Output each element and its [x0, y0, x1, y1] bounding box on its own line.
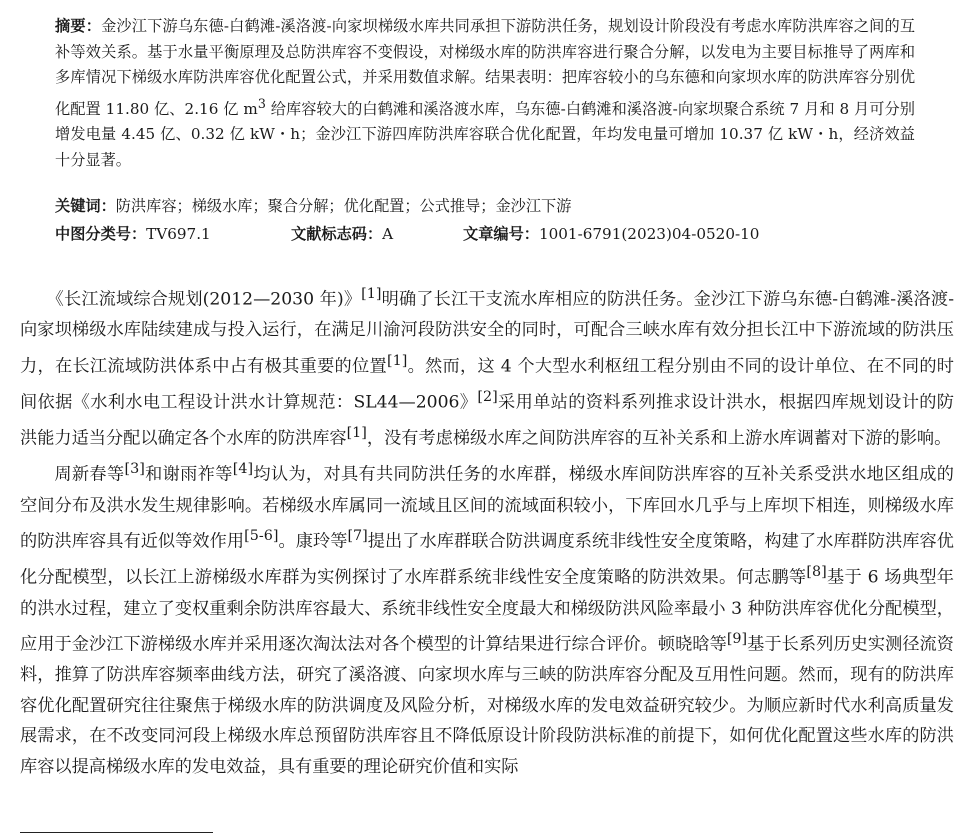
body-text	[20, 279, 954, 782]
keywords	[55, 193, 915, 219]
article-value: 1001-6791(2023)04-0520-10	[538, 225, 760, 243]
citation[interactable]: [1]	[386, 352, 408, 369]
citation[interactable]: [5-6]	[244, 528, 279, 545]
footnote-divider	[20, 832, 213, 833]
article-number	[463, 221, 759, 247]
p1-text-d: 采用单站的资料系列推求设计洪水，根据四库规划设计的防洪能力适当分配以确定各个水库的防洪库容	[20, 392, 954, 449]
citation[interactable]: [7]	[347, 528, 368, 545]
p1-text-b: 明确了长江干支流水库相应的防洪任务。金沙江下游乌东德-白鹤滩-溪洛渡-向家坝梯级水库陆续建成与投入运行，在满足川渝河段防洪安全的同时，可配合三峡水库有效分担长江中下游流域的防洪压力，在长江流域防洪体系中占有极其重要的位置	[20, 289, 954, 377]
abstract-text-1: 金沙江下游乌东德-白鹤滩-溪洛渡-向家坝梯级水库共同承担下游防洪任务，规划设计阶段没有考虑水库防洪库容之间的互补等效关系。基于水量平衡原理及总防洪库容不变假设，对梯级水库的防洪库容进行聚合分解，以发电为主要目标推导了两库和多库情况下梯级水库防洪库容优化配置公式，并采用数值求解。结果表明：把库容较小的乌东德和向家坝水库的防洪库容分别优化配置 11.80 亿、2.16 亿 m	[55, 17, 916, 118]
doc-value: A	[382, 225, 394, 243]
citation[interactable]: [8]	[806, 564, 827, 581]
p2-text-g: 基于长系列历史实测径流资料，推算了防洪库容频率曲线方法，研究了溪洛渡、向家坝水库与三峡的防洪库容分配及互用性问题。然而，现有的防洪库容优化配置研究往往聚焦于梯级水库的防洪调度及风险分析，对梯级水库的发电效益研究较少。为顺应新时代水利高质量发展需求，在不改变同河段上梯级水库总预留防洪库容且不降低原设计阶段防洪标准的前提下，如何优化配置这些水库的防洪库容以提高梯级水库的发电效益，具有重要的理论研究价值和实际	[20, 634, 954, 777]
citation[interactable]: [2]	[477, 388, 498, 405]
abstract-paragraph	[55, 14, 915, 173]
p1-text-c: 。然而，这 4 个大型水利枢纽工程分别由不同的设计单位、在不同的时间依据《水利水电工程设计洪水计算规范：SL44—2006》	[20, 356, 954, 413]
clc-value: TV697.1	[146, 225, 211, 243]
citation[interactable]: [1]	[346, 425, 367, 442]
document-code	[291, 221, 393, 247]
unit-superscript: 3	[257, 95, 266, 111]
citation[interactable]: [4]	[232, 461, 254, 478]
keywords-text: 防洪库容；梯级水库；聚合分解；优化配置；公式推导；金沙江下游	[115, 197, 572, 215]
body-paragraph-2	[20, 454, 954, 782]
abstract	[55, 14, 915, 173]
keywords-label: 关键词：	[55, 197, 116, 215]
article-label: 文章编号：	[463, 225, 539, 243]
clc-number	[55, 221, 211, 247]
abstract-label: 摘要：	[55, 17, 102, 35]
p1-text-e: ，没有考虑梯级水库之间防洪库容的互补关系和上游水库调蓄对下游的影响。	[366, 428, 952, 449]
p2-text-c: 均认为，对具有共同防洪任务的水库群，梯级水库间防洪库容的互补关系受洪水地区组成的空间分布及洪水发生规律影响。若梯级水库属同一流域且区间的流域面积较小，下库回水几乎与上库坝下相连，则梯级水库的防洪库容具有近似等效作用	[20, 465, 954, 552]
clc-label: 中图分类号：	[55, 225, 147, 243]
doc-label: 文献标志码：	[291, 225, 383, 243]
citation[interactable]: [3]	[124, 461, 145, 478]
p2-text-f: 基于 6 场典型年的洪水过程，建立了变权重剩余防洪库容最大、系统非线性安全度最大和梯级防洪风险率最小 3 种防洪库容优化分配模型，应用于金沙江下游梯级水库并采用逐次淘汰法对各个模型的计算结果进行综合评价。顿晓晗等	[20, 568, 954, 655]
p2-text-e: 提出了水库群联合防洪调度系统非线性安全度策略，构建了水库群防洪库容优化分配模型，以长江上游梯级水库群为实例探讨了水库群系统非线性安全度策略的防洪效果。何志鹏等	[20, 531, 954, 589]
body-paragraph-1	[20, 279, 954, 454]
p2-text-d: 。康玲等	[278, 531, 348, 552]
abstract-text-2: 给库容较大的白鹤滩和溪洛渡水库，乌东德-白鹤滩和溪洛渡-向家坝聚合系统 7 月和 8 月可分别增发电量 4.45 亿、0.32 亿 kW・h；金沙江下游四库防洪库容联合优化配置，年均发电量可增加 10.37 亿 kW・h，经济效益十分显著。	[55, 99, 915, 169]
citation[interactable]: [1]	[361, 286, 382, 302]
p2-text-a: 周新春等	[54, 465, 125, 486]
p1-text-a: 《长江流域综合规划(2012—2030 年)》	[46, 289, 362, 310]
citation[interactable]: [9]	[726, 631, 748, 648]
p2-text-b: 和谢雨祚等	[144, 465, 233, 486]
